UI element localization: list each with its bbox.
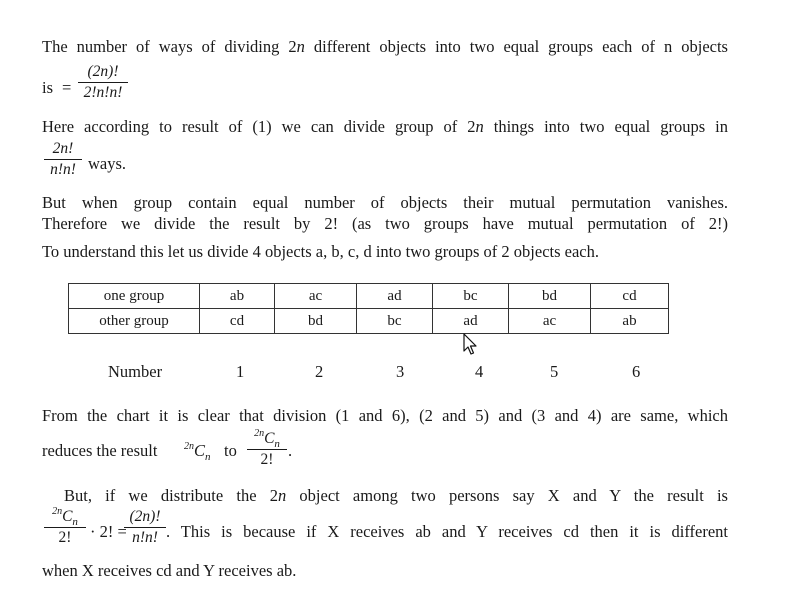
equals-sign: = (62, 78, 72, 97)
table-cell: cd (200, 309, 275, 334)
text-l11a: But, if we distribute the 2 (64, 486, 278, 505)
table-cell: ab (591, 309, 669, 334)
table-cell-label: one group (69, 284, 200, 309)
combination-c: C (264, 430, 275, 447)
var-n: n (475, 117, 484, 136)
var-n: n (296, 37, 305, 56)
fraction-numerator (44, 508, 86, 527)
paragraph-line-11 (64, 486, 728, 506)
fraction-denominator: n!n! (50, 161, 76, 178)
fraction-combination-over-2 (247, 430, 287, 469)
combination-superscript: 2n (254, 428, 265, 439)
fraction-denominator: 2! (58, 529, 72, 546)
fraction-numerator: 2n! (52, 140, 74, 157)
paragraph-line-5: But when group contain equal number of objects their mutual permutation vanishes. (42, 193, 728, 212)
combination-subscript: n (72, 516, 78, 528)
var-n: n (277, 486, 287, 505)
paragraph-line-3 (42, 117, 728, 137)
is-label: is (42, 78, 54, 97)
combination-superscript: 2n (184, 441, 194, 452)
combination-subscript: n (274, 438, 280, 450)
paragraph-line-1 (42, 37, 728, 57)
table-cell: ac (509, 309, 591, 334)
table-cell: ac (275, 284, 357, 309)
fraction-numerator: (2n)! (87, 63, 119, 80)
table-row (69, 284, 669, 309)
combination-subscript: n (205, 451, 211, 463)
table-cell: bd (275, 309, 357, 334)
number-value: 5 (550, 362, 559, 381)
text-l1b: different objects into two equal groups each of n objects (304, 37, 728, 56)
table-cell: cd (591, 284, 669, 309)
combination-2n-c-n (184, 441, 224, 464)
paragraph-line-7: To understand this let us divide 4 objects a, b, c, d into two groups of 2 objects each. (42, 242, 599, 261)
number-value: 2 (315, 362, 324, 381)
fraction-numerator (247, 430, 287, 449)
table-cell-label: other group (69, 309, 200, 334)
fraction-2n-factorial-over-n-n (124, 508, 166, 547)
text-l3a: Here according to result of (1) we can divide group of 2 (42, 117, 476, 136)
text-l3b: things into two equal groups in (483, 117, 728, 136)
groups-table (68, 283, 669, 334)
table-cell: ad (357, 284, 433, 309)
fraction-numerator: (2n)! (129, 508, 161, 525)
paragraph-line-6: Therefore we divide the result by 2! (as two groups have mutual permutation of 2!) (42, 214, 728, 233)
paragraph-line-13: when X receives cd and Y receives ab. (42, 561, 297, 580)
combination-c: C (62, 508, 73, 525)
number-value: 1 (236, 362, 245, 381)
fraction-2n-factorial-over-2-n-n (78, 63, 128, 102)
text-l1a: The number of ways of dividing 2 (42, 37, 297, 56)
number-value: 6 (632, 362, 641, 381)
table-cell: bc (433, 284, 509, 309)
reduces-text: reduces the result (42, 441, 158, 460)
fraction-denominator: 2!n!n! (83, 84, 123, 101)
fraction-combination-over-2 (44, 508, 86, 547)
table-row (69, 309, 669, 334)
mouse-pointer-icon (463, 333, 479, 357)
times-two-factorial: · 2! = (90, 522, 127, 541)
to-text: to (224, 441, 237, 460)
number-label: Number (108, 362, 163, 381)
fraction-2n-over-n-n (44, 140, 82, 179)
ways-label: ways. (88, 154, 127, 173)
paragraph-line-12: . This is because if X receives ab and Y receives cd then it is different (166, 522, 728, 541)
period: . (288, 441, 293, 460)
combination-c: C (194, 441, 206, 460)
paragraph-line-9: From the chart it is clear that division (1 and 6), (2 and 5) and (3 and 4) are same, which (42, 406, 728, 425)
fraction-denominator: 2! (260, 451, 274, 468)
combination-superscript: 2n (52, 506, 63, 517)
table-cell: bd (509, 284, 591, 309)
table-cell: ab (200, 284, 275, 309)
fraction-denominator: n!n! (132, 529, 158, 546)
table-cell: ad (433, 309, 509, 334)
number-value: 4 (475, 362, 484, 381)
number-value: 3 (396, 362, 405, 381)
text-l11b: object among two persons say X and Y the result is (286, 486, 728, 505)
table-cell: bc (357, 309, 433, 334)
